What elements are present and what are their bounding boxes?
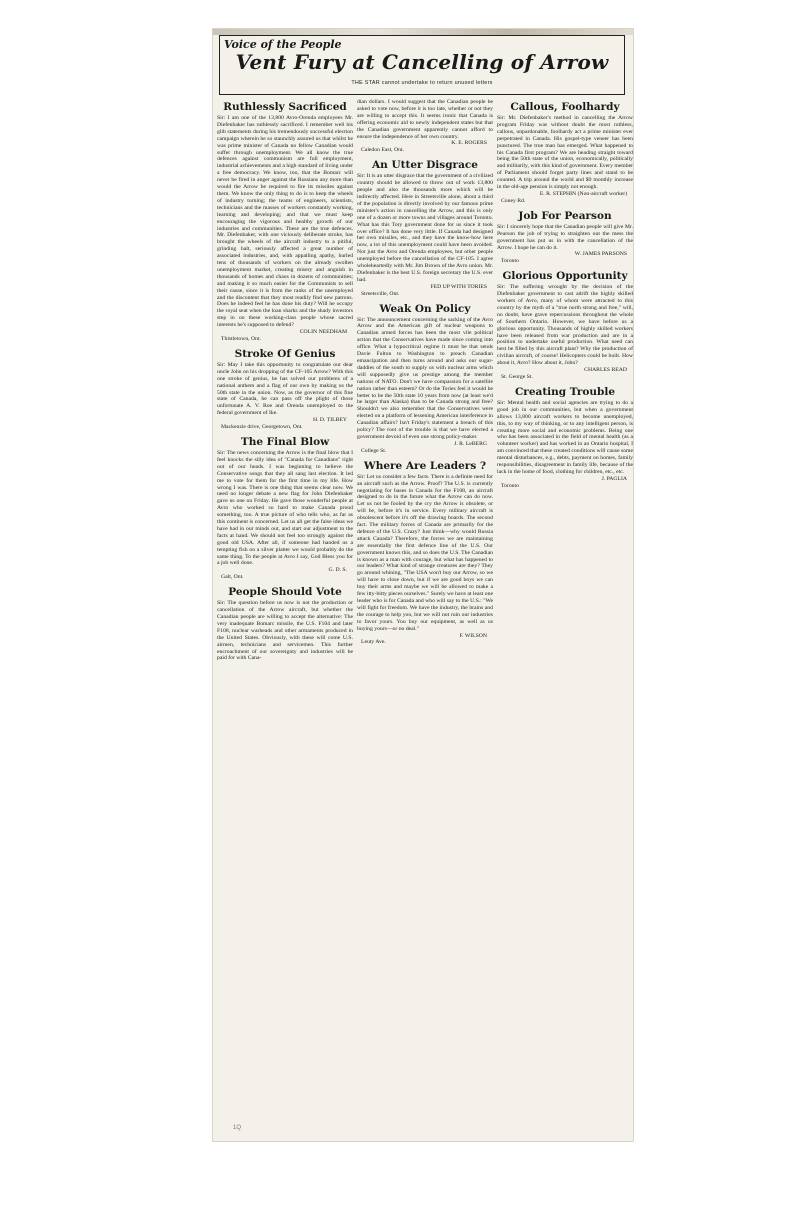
- letter-body: Sir: The suffering wrought by the decision of the Diefenbaker government to cast adrift the highly skilled workers of Avro, many of whom were attracted to this country by the myth of a "true north strong and free," will, no doubt, have grave repercussions throughout the whole of Southern Ontario. However, we have before us a glorious opportunity. Thousands of highly skilled workers have been released from war production and are in a position to undertake useful production. What need can best be filled by this aircraft plant? Why the production of civilian aircraft, of course! Helicopters could be built. How about it, Avro? How about it, John?: [497, 284, 633, 367]
- column-3: [497, 99, 633, 1135]
- letter: [217, 586, 353, 662]
- letter-body: Sir: Mr. Diefenbaker's method in cancelling the Arrow program Friday was without doubt the most ruthless, callous, unpardonable, foolhardy act a prime minister ever perpetrated in Canada. His gospel-type veneer has been punctured. The true man has emerged. What happened to his Canada first program? We are heading straight toward being the 50th state of the union, economically, politically and militarily, with this kind of government. Every member of Parliament should forget party lines and stand to be counted. A trip around the world and $9 monthly increase in the old-age pension is simply not enough.: [497, 115, 633, 191]
- letter-heading: Job For Pearson: [518, 209, 612, 222]
- letter: [497, 210, 633, 265]
- letter-body: Sir: Let us consider a few facts. There is a definite need for an aircraft such as the Arrow. Proof? The U.S. is currently negotiating for bases in Canada for the F108, an aircraft designed to do in the future what the Arrow can do now. Let us not be fooled by the cry the Arrow is obsolete, or will be, before it's in service. Every military aircraft is obsolescent before it's off the drawing boards. The second fact. The military forces of Canada are primarily for the defence of the U.S. Crazy? Just think—why would Russia attack Canada? Therefore, the forces we are maintaining are essentially the first defence line of the U.S. Our government knows this, and so does the U.S. The Canadian is known as a man with courage, but what has happened to our leaders? What kind of strange creatures are they? They go around whining, "The USA won't buy our Arrow, so we will have to close down, but if we are good boys we can buy their arms and maybe we will be allowed to make a few itty-bitty pieces ourselves." Surely we have at least one leader who is for Canada and who will say to the U.S.: "We will fight for freedom. We have the industry, the brains and the courage to help you, but we will not ruin our industries to favor yours. You buy our equipment, as well as us buying yours—or no deal.": [357, 473, 493, 632]
- letter: [357, 303, 493, 455]
- headline: Vent Fury at Cancelling of Arrow: [235, 50, 609, 74]
- letter-signature: COLIN NEEDHAM: [299, 329, 347, 336]
- letter-heading: Creating Trouble: [514, 385, 616, 398]
- letter-location: Toronto: [501, 258, 519, 265]
- letter-signature: J. R. LeBERG: [454, 440, 487, 447]
- letter-location: St. George St.: [501, 374, 533, 380]
- letter: [357, 460, 493, 647]
- letter-heading: Glorious Opportunity: [502, 270, 628, 283]
- letter-signature: CHARLES READ: [584, 367, 627, 374]
- letter: [217, 101, 353, 343]
- column-1: [217, 99, 353, 1135]
- letter-heading: Stroke Of Genius: [234, 347, 336, 360]
- newspaper-clipping: [212, 28, 634, 1142]
- letter-signature: G. D. S.: [328, 567, 347, 574]
- letter-location: Streetsville, Ont.: [361, 290, 400, 297]
- letter-signature: F. WILSON: [459, 632, 487, 639]
- letter: [357, 159, 493, 297]
- letter: [497, 270, 633, 381]
- letter-body: Sir: It is an utter disgrace that the government of a civilized country should be allowed to throw out of work 13,800 people and also the thousands more which will be indirectly affected. Here in Streetsville alone, about a third of the population is directly involved by our famous prime minister's action in cancelling the Arrow, and this is only one of a dozen or more towns and villages around Toronto. What has this Tory government done for us since it took over office? It has done very little. If Canada had designed her own missiles, etc., and they have the know-how here now, a lot of this unemployment could have been avoided. Not just the Avro and Orenda employees, but other people unemployed before the cancellation of the CF-105. I agree wholeheartedly with Mr. Jim Brown of the Avro union. Mr. Diefenbaker is the best U.S. foreign secretary the U.S. ever had.: [357, 173, 493, 283]
- letter-body: Sir: I am one of the 13,800 Avro-Orenda employees Mr. Diefenbaker has ruthlessly sacrificed. I remember well his glib statements during his tremendously successful election campaign wherein he so staunchly assured us that whilst he was prime minister of Canada no fellow Canadian would suffer through unemployment. We all know the true defences against communism are full employment, industrial achievements and a high standard of living under a free democracy. We know, too, that the Bomarc will never be fired in anger against the Russians any more than would the Arrow be required to fire its missiles against them. We know the only thing to do is to keep the wheels of industry turning; the teams of engineers, scientists, technicians and the masses of workers constantly working, learning and developing; and that we must keep encouraging the vigorous and healthy growth of our industries and communities. These are the true defences. Mr. Diefenbaker, with one viciously deliberate stroke, has brought the wheels of the aircraft industry to a pitiful, grinding halt, seriously affected a great number of associated industries, and, with appalling apathy, hurled tens of thousands of workers on the already swollen unemployment market, creating misery and anguish in thousands of homes and chaos in dozens of communities; and making it so much easier for the Communists to sell their cause, since it is from the ranks of the unemployed and the discontent that they most readily find new patrons. Does he indeed feel he has done his duty? Will he occupy the royal seat when the loan sharks and the shady investors step in on these working-class people whose sacred interests he's supposed to defend?: [217, 115, 353, 329]
- letter-continuation: [357, 99, 493, 154]
- letter-signature: E. R. STEPHIN (Non-aircraft worker): [539, 190, 627, 197]
- letter-signature: H. D. TILBEY: [312, 417, 347, 424]
- letter-heading: Callous, Foolhardy: [510, 101, 620, 113]
- letter-body: Sir: May I take this opportunity to congratulate our dear uncle John on his dropping of the CF-105 Arrow? With this one stroke of genius, he has solved our problems of a national anthem and a flag of our own by making us the 50th state in the union. Now, as the governor of this fine state of Canada, he can pass off the plight of those unfortunate A. V. Roe and Orenda unemployed to the federal government of Ike.: [217, 361, 353, 417]
- section-title: Voice of the People: [224, 38, 342, 51]
- letter-heading: Where Are Leaders ?: [363, 459, 487, 472]
- page-mark: 1Q: [233, 1125, 242, 1131]
- masthead-box: [219, 35, 625, 95]
- letter-body: dian dollars. I would suggest that the Canadian people be asked to vote now, before it is too late, whether or not they are willing to accept this. It seems ironic that Canada is offering economic aid to newly independent states but that the Canadian government apparently cannot afford to ensure the independence of her own country.: [357, 99, 493, 140]
- letter-heading: An Utter Disgrace: [372, 159, 478, 172]
- column-2: [357, 99, 493, 1135]
- letter-body: Sir: The question before us now is not the production or cancellation of the Arrow aircraft, but whether the Canadian people are willing to accept the alternative: The very inadequate Bomarc missile, the U.S. F104 and later F108, nuclear warheads and other armaments produced in the United States. Obviously, with these will come U.S. airmen, technicians and servicemen. This further encroachment of our sovereignty and industries will be paid for with Cana-: [217, 600, 353, 662]
- letter-body: Sir: The news concerning the Arrow is the final blow that I feel knocks the silly idea of "Canada for Canadians" right out of our heads. I was beginning to believe the Conservative songs that they all sang last election. It led me to vote for them for the first time in my life. How wrong I was. There is one thing that seems clear now. We need no longer debate a new flag for John Diefenbaker gave us one on Friday. He gave those wonderful people at Avro who worked so hard to make Canada proud something, too. A true picture of who tells who, as far as this continent is concerned. Let us all get the false ideas we have had in our minds out, and start our adjustment to the facts at hand. We should not feel too strongly against the good old USA. After all, if someone had handed us a tempting fish on a silver platter we would probably do the same thing. To the people at Avro I say, God Bless you for a job well done.: [217, 449, 353, 567]
- letter-location: Caledon East, Ont.: [361, 147, 404, 154]
- letter: [497, 101, 633, 205]
- letter: [497, 386, 633, 490]
- letter-location: Mackenzie drive, Georgetown, Ont.: [221, 424, 303, 431]
- letter-heading: Ruthlessly Sacrificed: [223, 101, 347, 113]
- letter-signature: FED UP WITH TORIES: [430, 283, 487, 290]
- letter-signature: K. E. ROGERS: [451, 140, 487, 147]
- letter-body: Sir: Mental health and social agencies are trying to do a good job in our communities, but when a government allows 13,800 aircraft workers to become unemployed, this, to my way of thinking, or to any intelligent person, is creating more social and economic problems. Being one who has been associated in the field of mental health (as a volunteer worker) and has worked in an Ontario hospital, I am convinced that these created conditions will cause some mental disturbances, e.g., debts, payment on homes, family responsibilities, disagreement in family life, because of the lack in the home of food, clothing for children, etc., etc.: [497, 399, 633, 475]
- letter-location: Toronto: [501, 482, 519, 489]
- letter-heading: The Final Blow: [240, 435, 330, 448]
- letter-location: College St.: [361, 447, 387, 454]
- letter-location: Galt, Ont.: [221, 574, 244, 581]
- letter-signature: J. PAGLIA: [601, 475, 627, 482]
- letter: [217, 348, 353, 431]
- letter-location: Leuty Ave.: [361, 639, 386, 646]
- letter-body: Sir: I sincerely hope that the Canadian people will give Mr. Pearson the job of trying to straighten out the mess the government has put us in with the cancellation of the Arrow. I hope he can do it.: [497, 223, 633, 251]
- letter-location: Thistletown, Ont.: [221, 336, 261, 342]
- letter-body: Sir: The announcement concerning the sacking of the Avro Arrow and the American gift of nuclear weapons to Canadian armed forces has been the most vile political action that the Conservatives have made since coming into office. What a hypocritical regime it must be that sends Davie Fulton to Washington to preach Canadian emancipation and then turns around and asks our sugar-daddies of the south to supply us with nuclear arms which will supposedly give us prestige among the member nations of NATO. Don't we have compassion for a satellite nation rather than esteem? Or do the Tories feel it would be better to be the 50th state 10 years from now (at least we'd be larger than Alaska) than to be Canada strong and free? Shouldn't we also remember that the Conservatives were elected on a platform of lessening American interference in Canadian affairs? Isn't Friday's statement a breach of this policy? The root of the trouble is that we have elected a government devoid of even one strong policy-maker.: [357, 316, 493, 440]
- letter-signature: W. JAMES PARSONS: [574, 251, 627, 258]
- letter-heading: Weak On Policy: [379, 302, 471, 315]
- letter-heading: People Should Vote: [228, 586, 342, 599]
- letter-location: Coney Rd.: [501, 197, 526, 204]
- editor-note: THE STAR cannot undertake to return unused letters: [351, 80, 493, 86]
- letter: [217, 436, 353, 581]
